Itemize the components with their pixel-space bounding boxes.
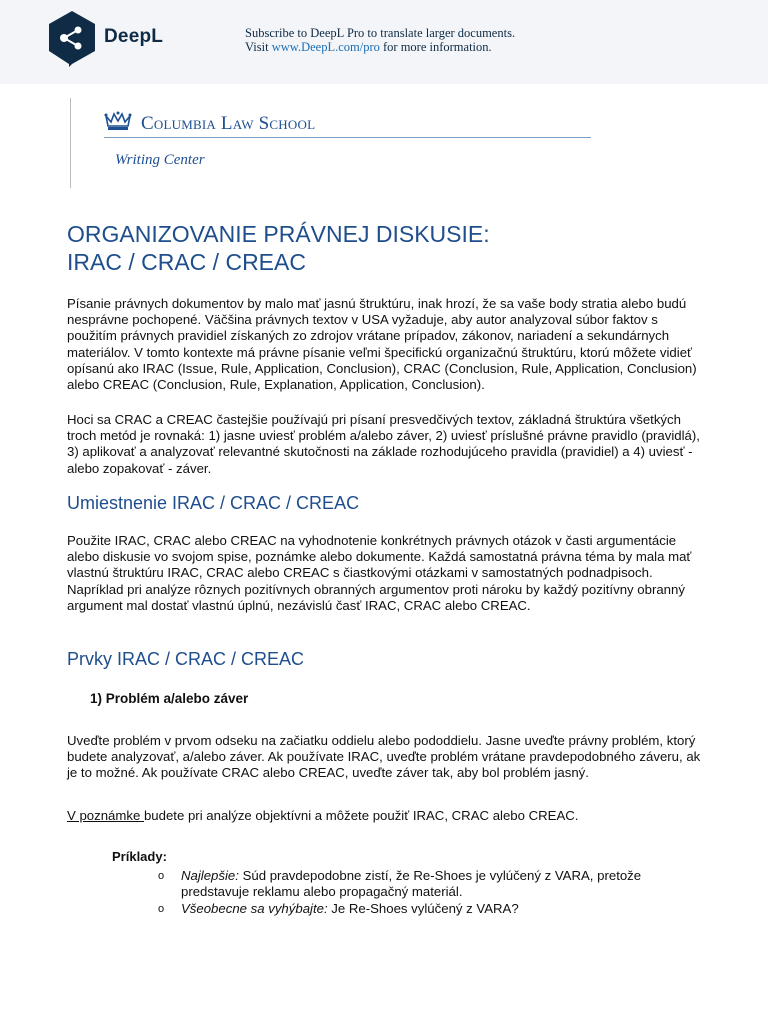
title-line-1: ORGANIZOVANIE PRÁVNEJ DISKUSIE: [67,221,490,247]
bullet-icon: o [158,903,165,915]
columbia-crown-icon [104,110,132,132]
deepl-promo [245,26,515,54]
placement-heading: Umiestnenie IRAC / CRAC / CREAC [67,493,360,513]
deepl-pro-link[interactable]: www.DeepL.com/pro [271,40,380,54]
issue-conclusion-subheading: 1) Problém a/alebo záver [90,691,249,706]
intro-paragraph: Písanie právnych dokumentov by malo mať jasnú štruktúru, inak hrozí, že sa vaše body stratia alebo budú nesprávne pochopené. Väčšina právnych textov v USA vyžaduje, aby autor analyzoval súbor faktov s použitím právnych pravidiel získaných zo zdrojov vrátane prípadov, zákonov, nariadení a sekundárnych materiálov. V tomto kontexte má právne písanie veľmi špecifickú organizačnú štruktúru, ktorú môžete vidieť opísanú ako IRAC (Issue, Rule, Application, Conclusion), CRAC (Conclusion, Rule, Application, Conclusion) alebo CREAC (Conclusion, Rule, Explanation, Application, Conclusion). [67,296,697,393]
promo-suffix: for more information. [379,40,492,54]
title-line-2: IRAC / CRAC / CREAC [67,249,306,275]
header-underline [104,137,591,138]
deepl-brand-name: DeepL [104,26,164,47]
deepl-banner [0,0,768,84]
example-item [158,868,678,900]
bullet-icon: o [158,870,165,882]
example-text [181,868,681,900]
example-label: Všeobecne sa vyhýbajte: [181,901,328,916]
placement-paragraph: Použite IRAC, CRAC alebo CREAC na vyhodnotenie konkrétnych právnych otázok v časti argumentácie alebo diskusie vo svojom spise, poznámke alebo dokumente. Každá samostatná právna téma by mala mať vlastnú štruktúru IRAC, CRAC alebo CREAC s čiastkovými otázkami v samostatných podnadpisoch. Napríklad pri analýze rôznych pozitívnych obranných argumentov proti nároku by každý pozitívny obranný argument mal dostať vlastnú úplnú, nezávislú časť IRAC, CRAC alebo CREAC. [67,533,692,613]
example-body: Je Re-Shoes vylúčený z VARA? [327,901,519,916]
document-title [67,220,707,276]
school-name: Columbia Law School [141,113,316,134]
header-vertical-rule [70,98,71,188]
memo-rest: budete pri analýze objektívni a môžete použiť IRAC, CRAC alebo CREAC. [143,808,579,823]
common-structure-paragraph: Hoci sa CRAC a CREAC častejšie používajú pri písaní presvedčivých textov, základná štruktúra všetkých troch metód je rovnaká: 1) jasne uviesť problém a/alebo záver, 2) uviesť príslušné právne pravidlo (pravidlá), 3) aplikovať a analyzovať relevantné skutočnosti na základe rozhodujúceho pravidla (pravidiel) a 4) uviesť - alebo zopakovať - záver. [67,412,700,476]
examples-title: Príklady: [112,849,167,864]
example-label: Najlepšie: [181,868,239,883]
memo-underlined: V poznámke [67,808,144,823]
promo-line-1: Subscribe to DeepL Pro to translate larger documents. [245,26,516,40]
writing-center-name: Writing Center [115,152,205,168]
example-item [158,901,678,917]
memo-paragraph [67,808,707,824]
elements-heading: Prvky IRAC / CRAC / CREAC [67,649,305,669]
promo-prefix: Visit [245,40,272,54]
example-text [181,901,681,917]
example-body: Súd pravdepodobne zistí, že Re-Shoes je vylúčený z VARA, pretože predstavuje reklamu alebo propagačný materiál. [181,868,642,899]
promo-line-2 [245,40,515,54]
issue-paragraph: Uveďte problém v prvom odseku na začiatku oddielu alebo pododdielu. Jasne uveďte právny problém, ktorý budete analyzovať, a/alebo záver. Ak používate IRAC, uveďte problém vrátane pravdepodobného záveru, ak je to možné. Ak používate CRAC alebo CREAC, uveďte záver tak, aby bol problém jasný. [67,733,701,781]
deepl-logo-icon[interactable] [47,10,97,68]
